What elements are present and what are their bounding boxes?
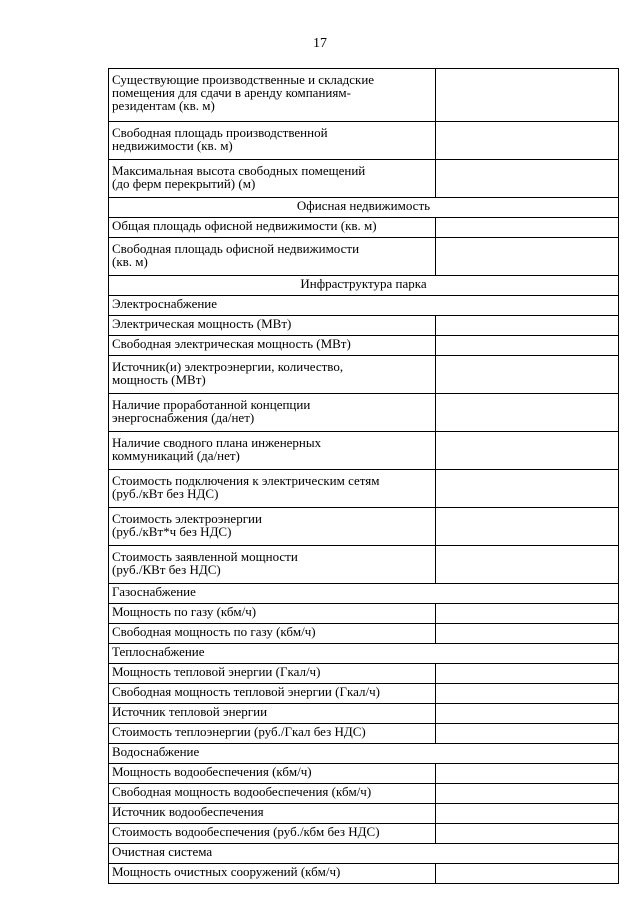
field-label-cell [109,316,436,336]
field-label-cell [109,624,436,644]
table-row [109,470,619,508]
field-value-cell[interactable] [436,218,619,238]
field-label: Существующие производственные и складские помещения для сдачи в аренду компаниям- резидентам (кв. м) [112,72,375,113]
subsection-heading: Водоснабжение [109,744,619,764]
table-row [109,238,619,276]
table-row [109,432,619,470]
field-label: Свободная мощность водообеспечения (кбм/ч) [112,784,372,799]
field-value-cell[interactable] [436,784,619,804]
table-row [109,508,619,546]
subsection-header-row [109,584,619,604]
field-label: Мощность водообеспечения (кбм/ч) [112,764,312,779]
park-infrastructure-table [108,68,619,884]
field-label: Мощность тепловой энергии (Гкал/ч) [112,664,321,679]
table-row [109,336,619,356]
field-value-cell[interactable] [436,356,619,394]
field-value-cell[interactable] [436,604,619,624]
field-label-cell [109,704,436,724]
section-heading: Офисная недвижимость [109,198,619,218]
table-row [109,704,619,724]
field-label: Стоимость водообеспечения (руб./кбм без НДС) [112,824,380,839]
table-row [109,218,619,238]
table-row [109,160,619,198]
field-label: Свободная мощность по газу (кбм/ч) [112,624,316,639]
subsection-heading: Очистная система [109,844,619,864]
table-row [109,684,619,704]
field-value-cell[interactable] [436,69,619,122]
table-row [109,546,619,584]
field-value-cell[interactable] [436,804,619,824]
field-value-cell[interactable] [436,316,619,336]
field-label-cell [109,432,436,470]
field-value-cell[interactable] [436,160,619,198]
field-label: Стоимость электроэнергии (руб./кВт*ч без НДС) [112,511,262,539]
field-label-cell [109,160,436,198]
field-label: Максимальная высота свободных помещений (до ферм перекрытий) (м) [112,163,366,191]
field-label-cell [109,804,436,824]
field-label-cell [109,784,436,804]
field-label: Наличие сводного плана инженерных коммуникаций (да/нет) [112,435,322,463]
field-value-cell[interactable] [436,724,619,744]
subsection-heading: Электроснабжение [109,296,619,316]
table-row [109,604,619,624]
table-row [109,804,619,824]
field-value-cell[interactable] [436,664,619,684]
field-value-cell[interactable] [436,546,619,584]
field-label-cell [109,724,436,744]
field-value-cell[interactable] [436,122,619,160]
field-label-cell [109,764,436,784]
field-label: Свободная мощность тепловой энергии (Гкал/ч) [112,684,380,699]
field-value-cell[interactable] [436,470,619,508]
field-label: Стоимость теплоэнергии (руб./Гкал без НДС) [112,724,366,739]
field-label-cell [109,336,436,356]
table-row [109,316,619,336]
field-label: Источник водообеспечения [112,804,264,819]
field-label: Свободная электрическая мощность (МВт) [112,336,351,351]
field-value-cell[interactable] [436,508,619,546]
table-row [109,724,619,744]
field-value-cell[interactable] [436,394,619,432]
subsection-header-row [109,844,619,864]
field-value-cell[interactable] [436,684,619,704]
field-label-cell [109,508,436,546]
field-value-cell[interactable] [436,864,619,884]
field-value-cell[interactable] [436,704,619,724]
field-label-cell [109,69,436,122]
table-row [109,864,619,884]
table-row [109,664,619,684]
section-header-row [109,198,619,218]
table-row [109,764,619,784]
field-value-cell[interactable] [436,824,619,844]
subsection-header-row [109,744,619,764]
table-row [109,122,619,160]
subsection-header-row [109,644,619,664]
field-label: Электрическая мощность (МВт) [112,316,292,331]
subsection-header-row [109,296,619,316]
field-label-cell [109,394,436,432]
table-row [109,784,619,804]
table-row [109,394,619,432]
field-value-cell[interactable] [436,336,619,356]
section-heading: Инфраструктура парка [109,276,619,296]
table-row [109,824,619,844]
field-label: Мощность по газу (кбм/ч) [112,604,257,619]
field-label-cell [109,238,436,276]
field-label-cell [109,604,436,624]
field-label: Стоимость подключения к электрическим сетям (руб./кВт без НДС) [112,473,380,501]
table-body [109,69,619,884]
field-label: Источник(и) электроэнергии, количество, мощность (МВт) [112,359,344,387]
table-row [109,69,619,122]
field-label: Стоимость заявленной мощности (руб./КВт без НДС) [112,549,298,577]
field-label: Мощность очистных сооружений (кбм/ч) [112,864,341,879]
field-value-cell[interactable] [436,624,619,644]
field-label: Свободная площадь офисной недвижимости (кв. м) [112,241,360,269]
field-label-cell [109,356,436,394]
field-label-cell [109,824,436,844]
page-number: 17 [313,36,327,51]
field-value-cell[interactable] [436,432,619,470]
field-label-cell [109,864,436,884]
field-label-cell [109,122,436,160]
table-row [109,356,619,394]
field-label-cell [109,218,436,238]
field-label-cell [109,684,436,704]
field-label-cell [109,546,436,584]
subsection-heading: Газоснабжение [109,584,619,604]
subsection-heading: Теплоснабжение [109,644,619,664]
field-label: Общая площадь офисной недвижимости (кв. м) [112,218,377,233]
field-label: Свободная площадь производственной недвижимости (кв. м) [112,125,328,153]
field-label-cell [109,470,436,508]
field-label: Наличие проработанной концепции энергоснабжения (да/нет) [112,397,311,425]
table-row [109,624,619,644]
field-value-cell[interactable] [436,238,619,276]
field-label-cell [109,664,436,684]
field-value-cell[interactable] [436,764,619,784]
field-label: Источник тепловой энергии [112,704,268,719]
section-header-row [109,276,619,296]
